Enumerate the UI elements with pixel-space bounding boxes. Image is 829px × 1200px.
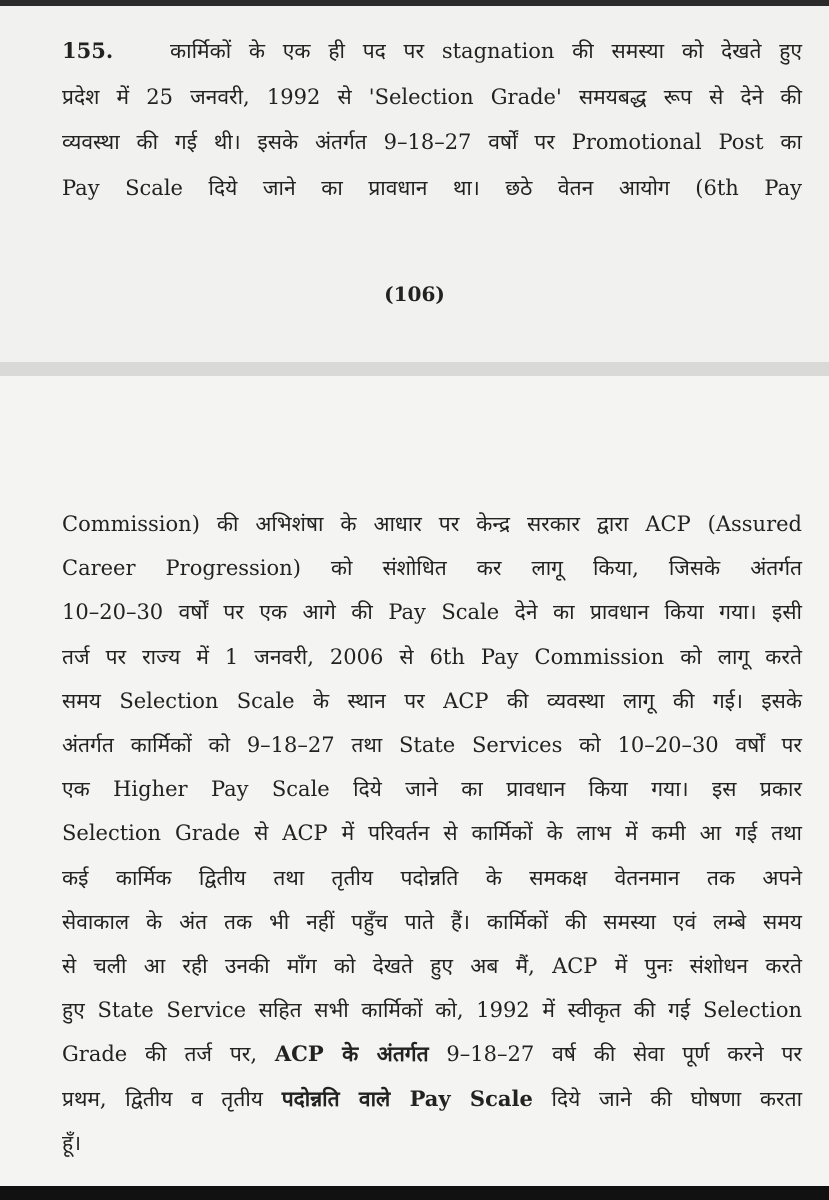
text-segment: 9–18–27 वर्ष की सेवा पूर्ण करने पर xyxy=(428,1042,802,1067)
text-segment: दिये जाने की घोषणा करता xyxy=(532,1086,803,1111)
text-line: से चली आ रही उनकी माँग को देखते हुए अब मैं, ACP में पुनः संशोधन करते xyxy=(62,954,802,979)
text-line: Commission) की अभिशंषा के आधार पर केन्द्र सरकार द्वारा ACP (Assured xyxy=(62,512,802,536)
text-line: तर्ज पर राज्य में 1 जनवरी, 2006 से 6th Pay Commission को लागू करते xyxy=(62,644,802,669)
page-number: (106) xyxy=(384,282,445,306)
paragraph-number: 155. xyxy=(62,38,114,63)
text-line xyxy=(62,28,802,75)
page-divider xyxy=(0,362,829,376)
text-line: Career Progression) को संशोधित कर लागू किया, जिसके अंतर्गत xyxy=(62,556,802,581)
bold-text: ACP के अंतर्गत xyxy=(274,1041,429,1067)
text-line xyxy=(62,1032,802,1076)
text-line: समय Selection Scale के स्थान पर ACP की व्यवस्था लागू की गई। इसके xyxy=(62,688,802,713)
paragraph-continuation xyxy=(62,502,802,1165)
text-line: Selection Grade से ACP में परिवर्तन से कार्मिकों के लाभ में कमी आ गई तथा xyxy=(62,821,802,846)
text-line xyxy=(62,1077,802,1121)
text-line: Pay Scale दिये जाने का प्रावधान था। छठे वेतन आयोग (6th Pay xyxy=(62,175,802,200)
top-edge xyxy=(0,0,829,6)
text-line: हुए State Service सहित सभी कार्मिकों को, 1992 में स्वीकृत की गई Selection xyxy=(62,998,802,1023)
paragraph-155 xyxy=(62,28,802,211)
text-line: 10–20–30 वर्षों पर एक आगे की Pay Scale देने का प्रावधान किया गया। इसी xyxy=(62,600,802,625)
bottom-bar xyxy=(0,1186,829,1200)
text-line: एक Higher Pay Scale दिये जाने का प्रावधान किया गया। इस प्रकार xyxy=(62,777,802,802)
text-line: कई कार्मिक द्वितीय तथा तृतीय पदोन्नति के समकक्ष वेतनमान तक अपने xyxy=(62,865,802,890)
text-segment: प्रथम, द्वितीय व तृतीय xyxy=(62,1086,282,1111)
text-segment: Grade की तर्ज पर, xyxy=(62,1042,275,1067)
text-line: व्यवस्था की गई थी। इसके अंतर्गत 9–18–27 वर्षों पर Promotional Post का xyxy=(62,130,802,154)
text-line: प्रदेश में 25 जनवरी, 1992 से 'Selection Grade' समयबद्ध रूप से देने की xyxy=(62,84,802,109)
text-line: अंतर्गत कार्मिकों को 9–18–27 तथा State Services को 10–20–30 वर्षों पर xyxy=(62,733,802,758)
text-line: हूँ। xyxy=(62,1130,82,1155)
bold-text: पदोन्नति वाले Pay Scale xyxy=(281,1085,533,1111)
text-line: सेवाकाल के अंत तक भी नहीं पहुँच पाते हैं। कार्मिकों की समस्या एवं लम्बे समय xyxy=(62,909,802,934)
text-line-content: कार्मिकों के एक ही पद पर stagnation की समस्या को देखते हुए xyxy=(170,39,802,63)
